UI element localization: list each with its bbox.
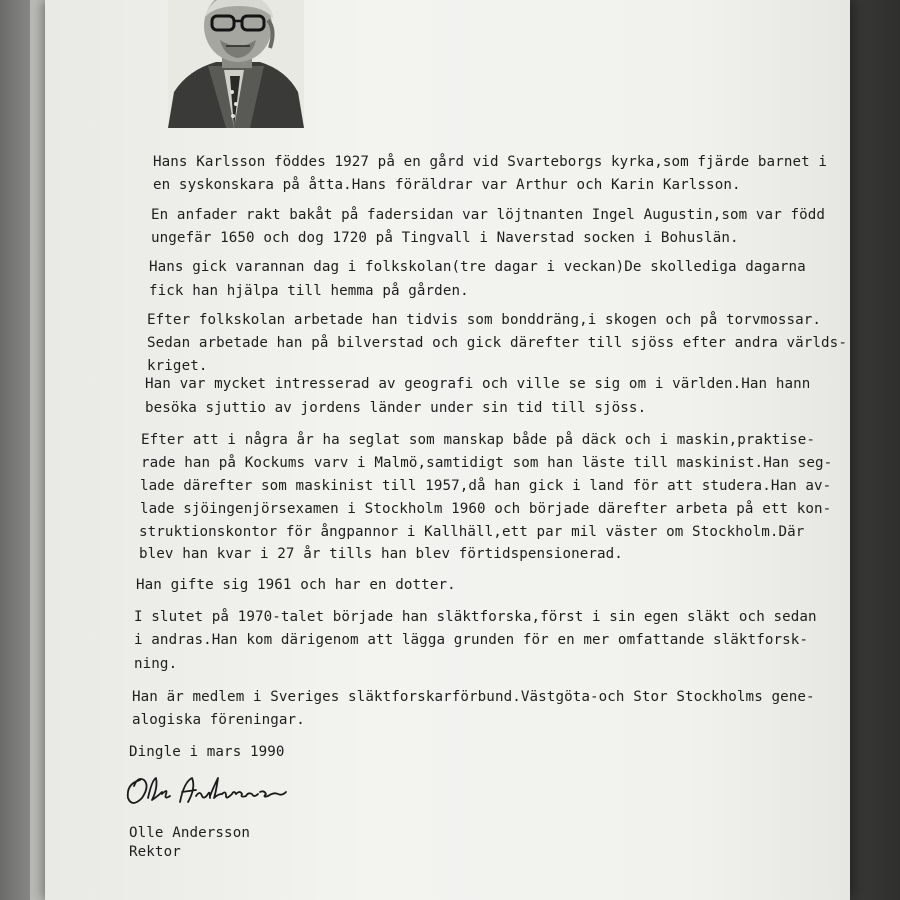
text-line: lade sjöingenjörsexamen i Stockholm 1960 och började därefter arbeta på ett kon- [140,501,832,517]
text-line: ungefär 1650 och dog 1720 på Tingvall i Naverstad socken i Bohuslän. [151,230,739,246]
text-line: Efter folkskolan arbetade han tidvis som bonddräng,i skogen och på torvmossar. [147,312,822,328]
text-line: Hans Karlsson föddes 1927 på en gård vid Svarteborgs kyrka,som fjärde barnet i [153,154,828,170]
text-line: Han var mycket intresserad av geografi och ville se sig om i världen.Han hann [145,376,811,392]
handwritten-signature [122,772,302,812]
place-date: Dingle i mars 1990 [129,744,285,760]
text-line: fick han hjälpa till hemma på gården. [149,283,469,299]
text-line: Sedan arbetade han på bilverstad och gick därefter till sjöss efter andra världs- [147,335,847,351]
text-line: struktionskontor för ångpannor i Kallhäll,ett par mil väster om Stockholm.Där [139,524,805,540]
text-line: alogiska föreningar. [132,712,305,728]
text-line: blev han kvar i 27 år tills han blev förtidspensionerad. [139,546,623,562]
text-line: Efter att i några år ha seglat som manskap både på däck och i maskin,praktise- [141,432,816,448]
text-line: kriget. [147,358,208,374]
text-line: En anfader rakt bakåt på fadersidan var löjtnanten Ingel Augustin,som var född [151,207,826,223]
text-line: en syskonskara på åtta.Hans föräldrar var Arthur och Karin Karlsson. [153,177,741,193]
text-line: Hans gick varannan dag i folkskolan(tre dagar i veckan)De skollediga dagarna [149,259,806,275]
signer-title: Rektor [129,844,181,860]
signer-name: Olle Andersson [129,825,250,841]
text-line: Han är medlem i Sveriges släktforskarförbund.Västgöta-och Stor Stockholms gene- [132,689,815,705]
text-line: besöka sjuttio av jordens länder under sin tid till sjöss. [145,400,647,416]
text-line: i andras.Han kom därigenom att lägga grunden för en mer omfattande släktforsk- [134,632,809,648]
text-line: Han gifte sig 1961 och har en dotter. [136,577,456,593]
text-line: lade därefter som maskinist till 1957,då han gick i land för att studera.Han av- [140,478,832,494]
text-line: I slutet på 1970-talet började han släktforska,först i sin egen släkt och sedan [134,609,817,625]
text-line: rade han på Kockums varv i Malmö,samtidigt som han läste till maskinist.Han seg- [141,455,833,471]
text-line: ning. [134,656,178,672]
